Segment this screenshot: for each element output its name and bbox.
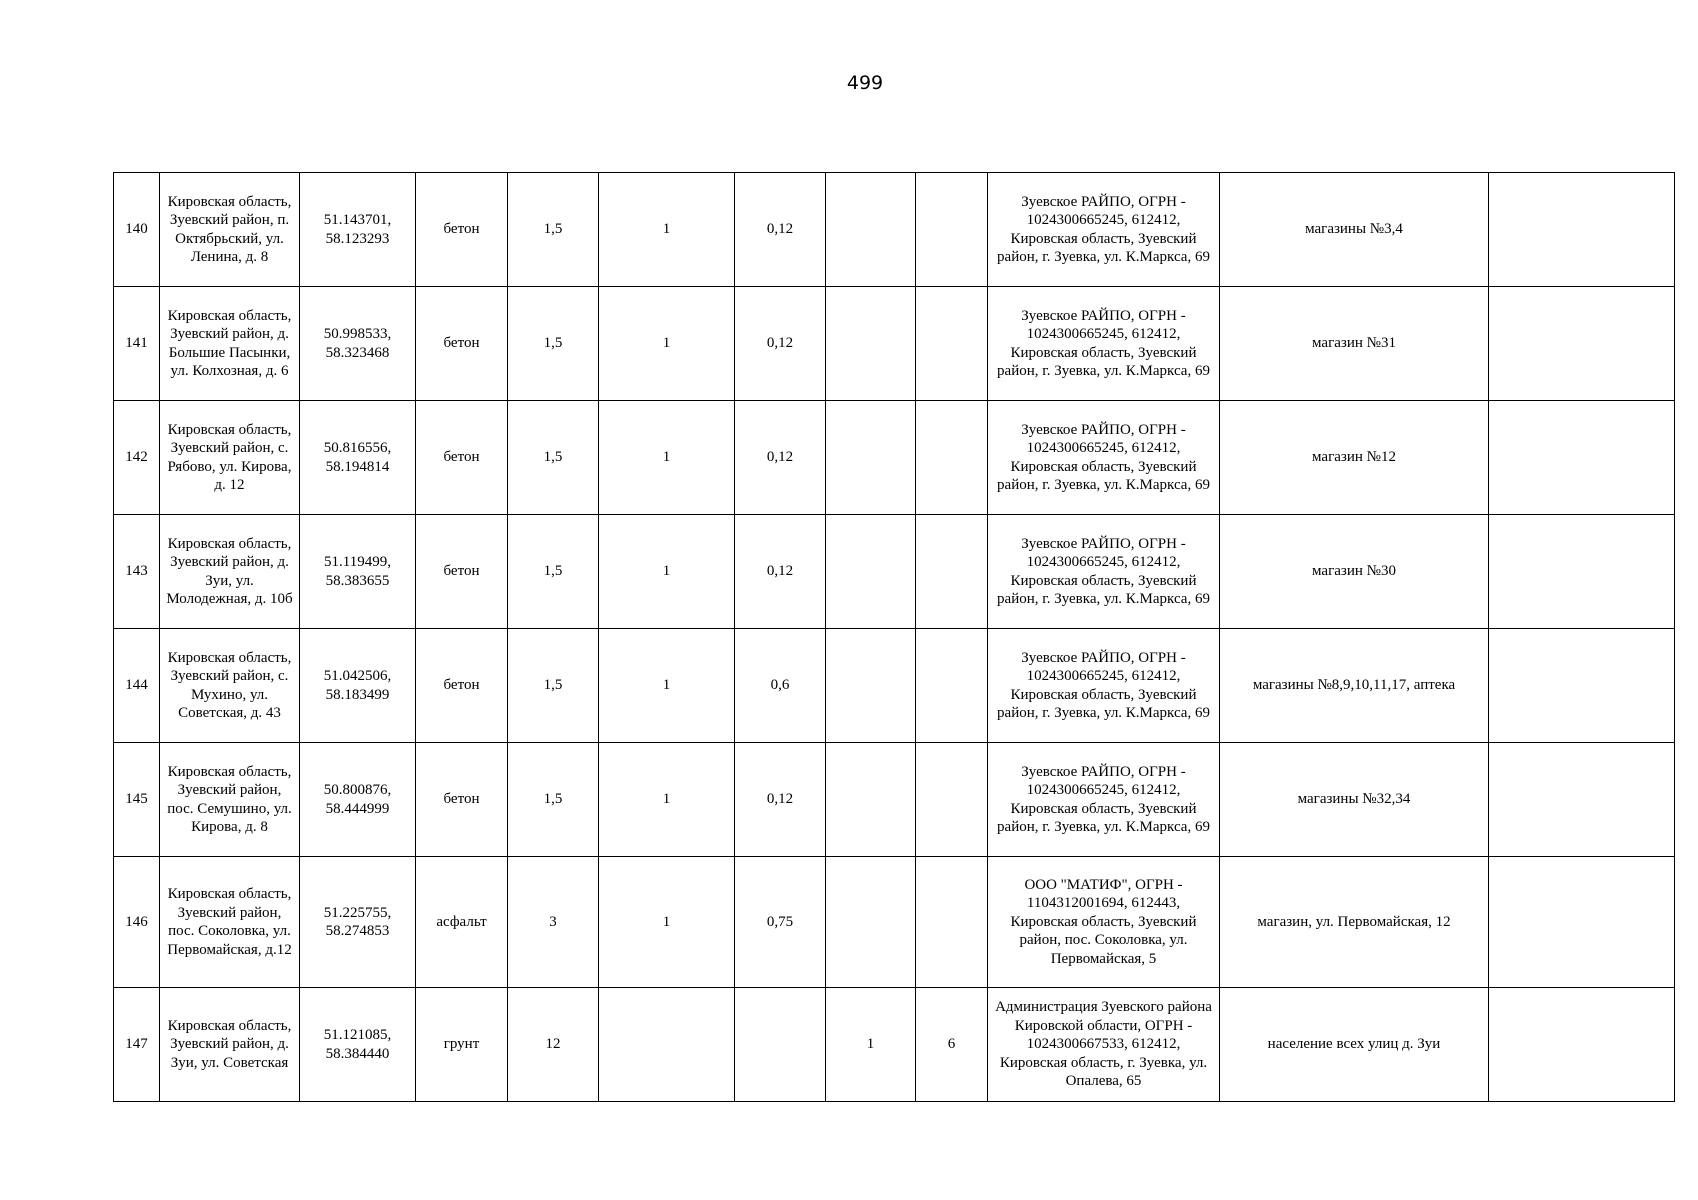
container-volume-cell: 0,12 (735, 515, 826, 629)
planned-containers-cell: 1 (826, 988, 916, 1102)
table-row (114, 988, 1675, 1102)
area-cell: 1,5 (508, 401, 599, 515)
container-count-cell: 1 (599, 401, 735, 515)
waste-sites-table (113, 172, 1675, 1102)
container-count-cell: 1 (599, 287, 735, 401)
surface-cell: бетон (416, 515, 508, 629)
container-count-cell (599, 988, 735, 1102)
coordinates-cell: 50.998533, 58.323468 (300, 287, 416, 401)
address-cell: Кировская область, Зуевский район, с. Рябово, ул. Кирова, д. 12 (160, 401, 300, 515)
area-cell: 1,5 (508, 173, 599, 287)
address-cell: Кировская область, Зуевский район, с. Мухино, ул. Советская, д. 43 (160, 629, 300, 743)
container-count-cell: 1 (599, 173, 735, 287)
note-cell (1489, 857, 1675, 988)
table-row (114, 743, 1675, 857)
coordinates-cell: 50.800876, 58.444999 (300, 743, 416, 857)
area-cell: 1,5 (508, 629, 599, 743)
owner-cell: Администрация Зуевского района Кировской области, ОГРН - 1024300667533, 612412, Кировская область, г. Зуевка, ул. Опалева, 65 (988, 988, 1220, 1102)
row-number-cell: 142 (114, 401, 160, 515)
table-row (114, 515, 1675, 629)
owner-cell: Зуевское РАЙПО, ОГРН - 1024300665245, 612412, Кировская область, Зуевский район, г. Зуевка, ул. К.Маркса, 69 (988, 173, 1220, 287)
surface-cell: бетон (416, 287, 508, 401)
surface-cell: бетон (416, 629, 508, 743)
note-cell (1489, 173, 1675, 287)
container-volume-cell (735, 988, 826, 1102)
container-count-cell: 1 (599, 515, 735, 629)
planned-volume-cell (916, 743, 988, 857)
row-number-cell: 140 (114, 173, 160, 287)
row-number-cell: 144 (114, 629, 160, 743)
coordinates-cell: 51.119499, 58.383655 (300, 515, 416, 629)
address-cell: Кировская область, Зуевский район, д. Большие Пасынки, ул. Колхозная, д. 6 (160, 287, 300, 401)
row-number-cell: 145 (114, 743, 160, 857)
page-number: 499 (846, 72, 884, 94)
note-cell (1489, 743, 1675, 857)
table-row (114, 287, 1675, 401)
planned-containers-cell (826, 287, 916, 401)
planned-volume-cell (916, 401, 988, 515)
container-count-cell: 1 (599, 857, 735, 988)
container-volume-cell: 0,12 (735, 401, 826, 515)
address-cell: Кировская область, Зуевский район, п. Октябрьский, ул. Ленина, д. 8 (160, 173, 300, 287)
waste-sources-cell: магазин №31 (1220, 287, 1489, 401)
planned-volume-cell (916, 515, 988, 629)
waste-sources-cell: население всех улиц д. Зуи (1220, 988, 1489, 1102)
row-number-cell: 147 (114, 988, 160, 1102)
area-cell: 1,5 (508, 515, 599, 629)
note-cell (1489, 401, 1675, 515)
container-volume-cell: 0,6 (735, 629, 826, 743)
area-cell: 3 (508, 857, 599, 988)
address-cell: Кировская область, Зуевский район, пос. Соколовка, ул. Первомайская, д.12 (160, 857, 300, 988)
coordinates-cell: 50.816556, 58.194814 (300, 401, 416, 515)
note-cell (1489, 515, 1675, 629)
planned-volume-cell: 6 (916, 988, 988, 1102)
planned-volume-cell (916, 857, 988, 988)
surface-cell: бетон (416, 173, 508, 287)
owner-cell: Зуевское РАЙПО, ОГРН - 1024300665245, 612412, Кировская область, Зуевский район, г. Зуевка, ул. К.Маркса, 69 (988, 287, 1220, 401)
container-volume-cell: 0,12 (735, 287, 826, 401)
note-cell (1489, 988, 1675, 1102)
owner-cell: Зуевское РАЙПО, ОГРН - 1024300665245, 612412, Кировская область, Зуевский район, г. Зуевка, ул. К.Маркса, 69 (988, 629, 1220, 743)
surface-cell: бетон (416, 743, 508, 857)
table-row (114, 173, 1675, 287)
coordinates-cell: 51.121085, 58.384440 (300, 988, 416, 1102)
container-count-cell: 1 (599, 629, 735, 743)
container-count-cell: 1 (599, 743, 735, 857)
row-number-cell: 146 (114, 857, 160, 988)
waste-sources-cell: магазины №3,4 (1220, 173, 1489, 287)
owner-cell: Зуевское РАЙПО, ОГРН - 1024300665245, 612412, Кировская область, Зуевский район, г. Зуевка, ул. К.Маркса, 69 (988, 743, 1220, 857)
planned-volume-cell (916, 287, 988, 401)
waste-sources-cell: магазины №32,34 (1220, 743, 1489, 857)
owner-cell: Зуевское РАЙПО, ОГРН - 1024300665245, 612412, Кировская область, Зуевский район, г. Зуевка, ул. К.Маркса, 69 (988, 401, 1220, 515)
area-cell: 1,5 (508, 287, 599, 401)
owner-cell: ООО "МАТИФ", ОГРН - 1104312001694, 612443, Кировская область, Зуевский район, пос. Соколовка, ул. Первомайская, 5 (988, 857, 1220, 988)
address-cell: Кировская область, Зуевский район, пос. Семушино, ул. Кирова, д. 8 (160, 743, 300, 857)
planned-containers-cell (826, 629, 916, 743)
coordinates-cell: 51.042506, 58.183499 (300, 629, 416, 743)
address-cell: Кировская область, Зуевский район, д. Зуи, ул. Советская (160, 988, 300, 1102)
planned-containers-cell (826, 515, 916, 629)
container-volume-cell: 0,75 (735, 857, 826, 988)
table-row (114, 857, 1675, 988)
row-number-cell: 143 (114, 515, 160, 629)
note-cell (1489, 287, 1675, 401)
waste-sources-cell: магазины №8,9,10,11,17, аптека (1220, 629, 1489, 743)
coordinates-cell: 51.143701, 58.123293 (300, 173, 416, 287)
table-row (114, 629, 1675, 743)
note-cell (1489, 629, 1675, 743)
address-cell: Кировская область, Зуевский район, д. Зуи, ул. Молодежная, д. 10б (160, 515, 300, 629)
waste-sources-cell: магазин №12 (1220, 401, 1489, 515)
area-cell: 1,5 (508, 743, 599, 857)
planned-containers-cell (826, 743, 916, 857)
surface-cell: грунт (416, 988, 508, 1102)
owner-cell: Зуевское РАЙПО, ОГРН - 1024300665245, 612412, Кировская область, Зуевский район, г. Зуевка, ул. К.Маркса, 69 (988, 515, 1220, 629)
surface-cell: бетон (416, 401, 508, 515)
planned-containers-cell (826, 173, 916, 287)
area-cell: 12 (508, 988, 599, 1102)
waste-sources-cell: магазин №30 (1220, 515, 1489, 629)
waste-sources-cell: магазин, ул. Первомайская, 12 (1220, 857, 1489, 988)
row-number-cell: 141 (114, 287, 160, 401)
container-volume-cell: 0,12 (735, 743, 826, 857)
planned-containers-cell (826, 857, 916, 988)
planned-volume-cell (916, 629, 988, 743)
container-volume-cell: 0,12 (735, 173, 826, 287)
table-row (114, 401, 1675, 515)
planned-volume-cell (916, 173, 988, 287)
surface-cell: асфальт (416, 857, 508, 988)
coordinates-cell: 51.225755, 58.274853 (300, 857, 416, 988)
planned-containers-cell (826, 401, 916, 515)
